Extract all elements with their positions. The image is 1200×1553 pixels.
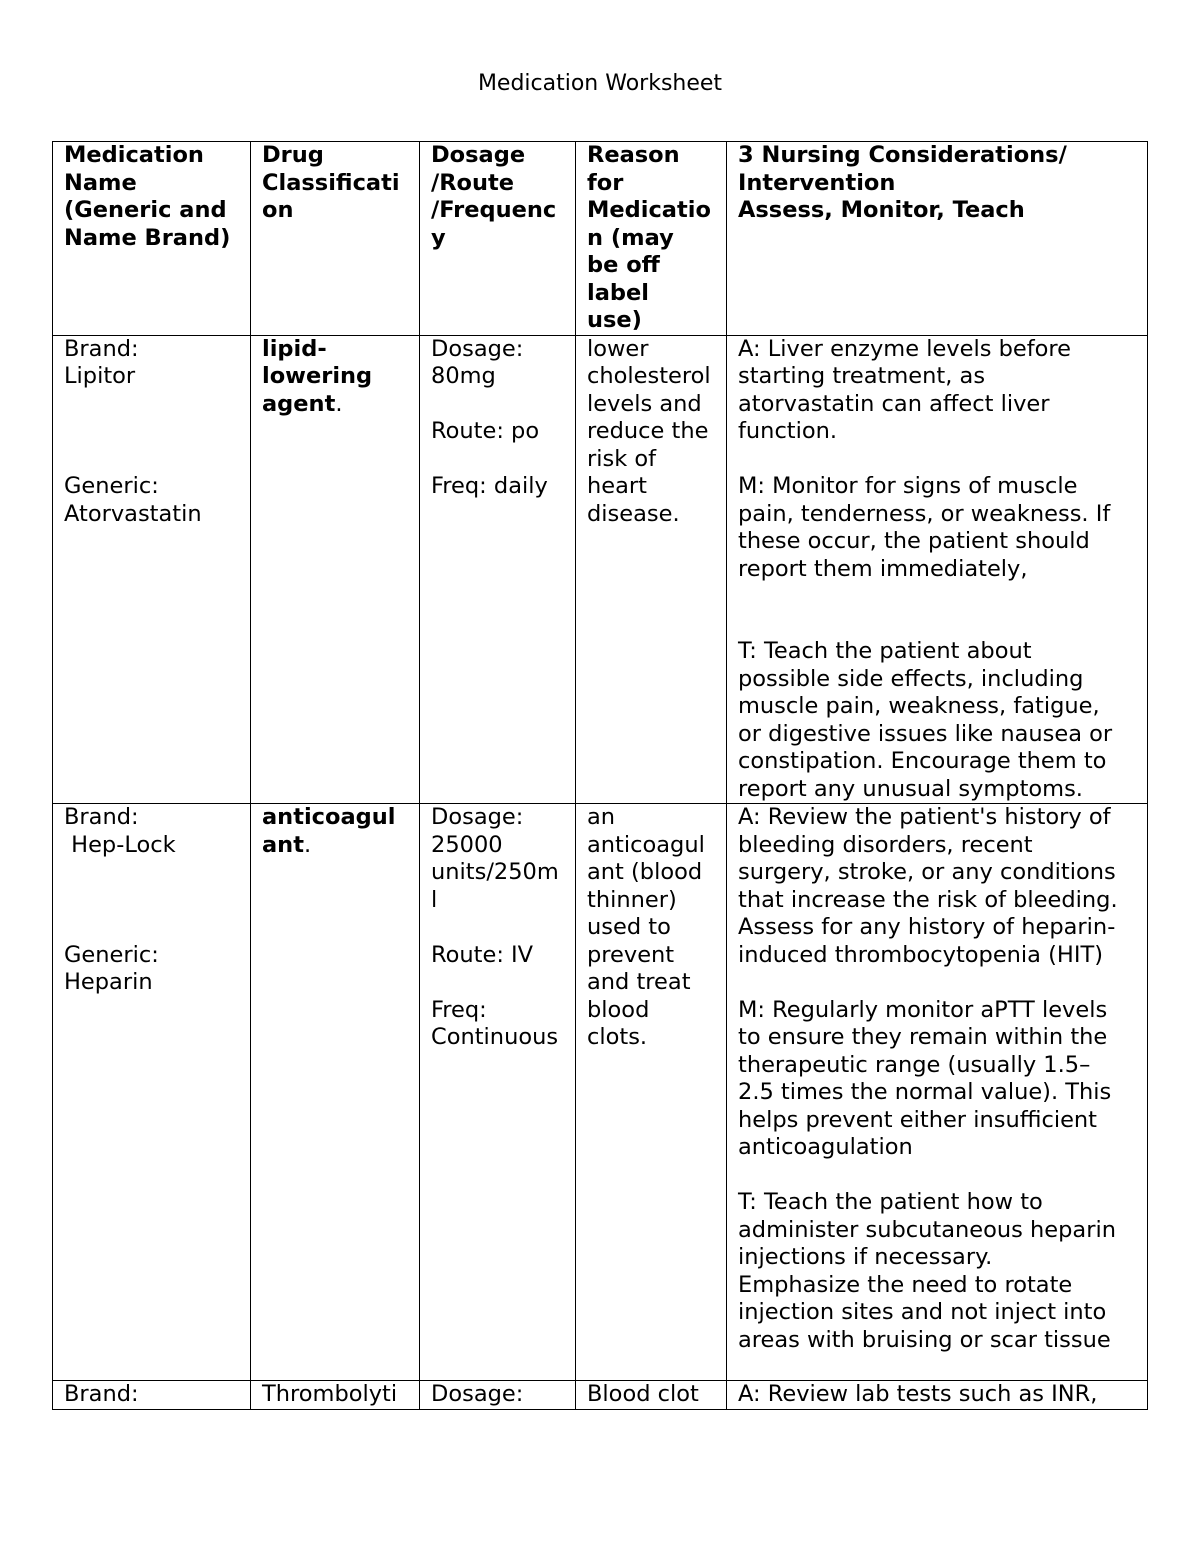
nursing-considerations-cell: A: Review lab tests such as INR, (727, 1381, 1148, 1410)
header-drug-classification: Drug Classificati on (251, 142, 420, 336)
classification-cell: Thrombolyti (251, 1381, 420, 1410)
header-row (53, 142, 1148, 336)
page-title: Medication Worksheet (477, 71, 723, 96)
nursing-considerations-cell: A: Liver enzyme levels before starting treatment, as atorvastatin can affect liver function. M: Monitor for signs of muscle pain, tenderness, or weakness. If these occur, the patient should report them immediately, T: Teach the patient about possible side effects, including muscle pain, weakness, fatigue, or digestive issues like nausea or constipation. Encourage them to report any unusual symptoms. (727, 335, 1148, 804)
dosage-cell: Dosage: 80mg Route: po Freq: daily (420, 335, 576, 804)
medication-name-cell: Brand: (53, 1381, 251, 1410)
medication-table (52, 141, 1148, 1410)
reason-cell: lower cholesterol levels and reduce the risk of heart disease. (576, 335, 727, 804)
header-dosage-route-frequency: Dosage /Route /Frequenc y (420, 142, 576, 336)
dosage-cell: Dosage: (420, 1381, 576, 1410)
reason-cell: an anticoagul ant (blood thinner) used to prevent and treat blood clots. (576, 804, 727, 1381)
header-nursing-considerations: 3 Nursing Considerations/ Intervention Assess, Monitor, Teach (727, 142, 1148, 336)
header-medication-name: Medication Name (Generic and Name Brand) (53, 142, 251, 336)
table-row (53, 335, 1148, 804)
reason-cell: Blood clot (576, 1381, 727, 1410)
table-row (53, 1381, 1148, 1410)
table-row (53, 804, 1148, 1381)
medication-name-cell: Brand: Hep-Lock Generic: Heparin (53, 804, 251, 1381)
header-reason: Reason for Medicatio n (may be off label use) (576, 142, 727, 336)
dosage-cell: Dosage: 25000 units/250m l Route: IV Freq: Continuous (420, 804, 576, 1381)
classification-cell: anticoagul ant. (251, 804, 420, 1381)
nursing-considerations-cell: A: Review the patient's history of bleeding disorders, recent surgery, stroke, or any conditions that increase the risk of bleeding. Assess for any history of heparin- induced thrombocytopenia (HIT) M: Regularly monitor aPTT levels to ensure they remain within the therapeutic range (usually 1.5– 2.5 times the normal value). This helps prevent either insufficient anticoagulation T: Teach the patient how to administer subcutaneous heparin injections if necessary. Emphasize the need to rotate injection sites and not inject into areas with bruising or scar tissue (727, 804, 1148, 1381)
classification-cell: lipid- lowering agent. (251, 335, 420, 804)
medication-name-cell: Brand: Lipitor Generic: Atorvastatin (53, 335, 251, 804)
